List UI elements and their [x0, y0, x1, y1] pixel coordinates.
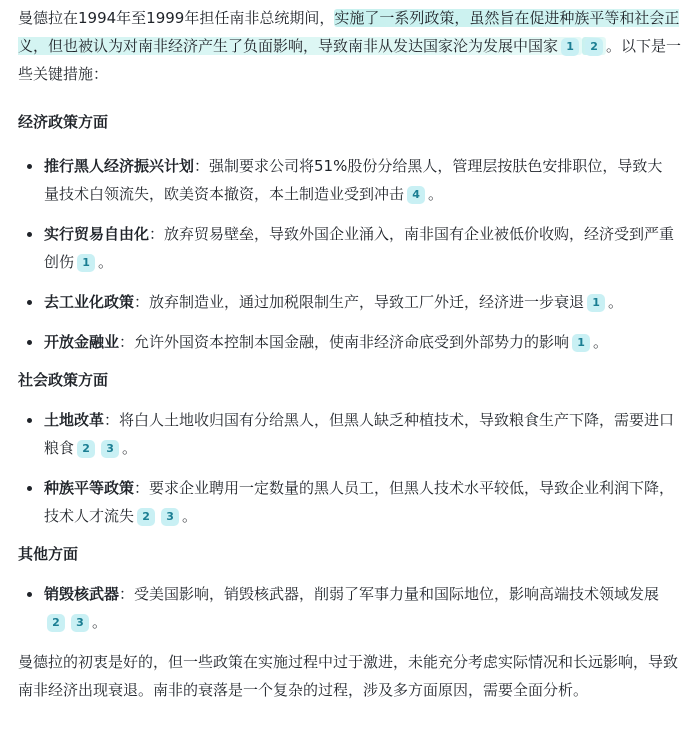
- citation-badge[interactable]: 1: [572, 334, 590, 352]
- item-term: 土地改革: [44, 411, 105, 429]
- citation-badge[interactable]: 2: [77, 440, 95, 458]
- citation-badge[interactable]: 2: [137, 508, 155, 526]
- item-end: 。: [428, 185, 444, 203]
- citation-badge[interactable]: 3: [161, 508, 179, 526]
- list-item: [18, 288, 682, 316]
- citation-badge[interactable]: 4: [407, 186, 425, 204]
- list-item: [18, 580, 682, 636]
- citation-badge[interactable]: 3: [101, 440, 119, 458]
- list-item: [18, 328, 682, 356]
- item-text: ：受美国影响，销毁核武器，削弱了军事力量和国际地位，影响高端技术领域发展: [119, 585, 660, 603]
- item-term: 开放金融业: [44, 333, 120, 351]
- section-title-other: 其他方面: [18, 545, 79, 563]
- list-social: [18, 406, 682, 530]
- item-end: 。: [608, 293, 624, 311]
- item-term: 去工业化政策: [44, 293, 135, 311]
- list-item: [18, 220, 682, 276]
- item-end: 。: [98, 253, 114, 271]
- item-term: 推行黑人经济振兴计划: [44, 157, 195, 175]
- citation-badge[interactable]: 2: [47, 614, 65, 632]
- intro-highlight-body: 实施了一系列政策，虽然旨在促进种族平等和社会正义，但也被认为对南非经济产生了负面影响，导致南非从发达国家沦为发展中国家: [18, 9, 680, 55]
- intro-highlighted-cite: [582, 37, 606, 55]
- item-text: ：强制要求公司将51%股份分给黑人，管理层按肤色安排职位，导致大量技术白领流失，欧美资本撤资，本土制造业受到冲击: [44, 157, 663, 203]
- item-end: 。: [593, 333, 609, 351]
- outro-paragraph: 曼德拉的初衷是好的，但一些政策在实施过程中过于激进，未能充分考虑实际情况和长远影响，导致南非经济出现衰退。南非的衰落是一个复杂的过程，涉及多方面原因，需要全面分析。: [18, 653, 679, 699]
- item-text: ：要求企业聘用一定数量的黑人员工，但黑人技术水平较低，导致企业利润下降，技术人才流失: [44, 479, 675, 525]
- section-title-social: 社会政策方面: [18, 371, 109, 389]
- citation-badge[interactable]: 3: [71, 614, 89, 632]
- item-text: ：允许外国资本控制本国金融，使南非经济命底受到外部势力的影响: [119, 333, 570, 351]
- item-text: ：放弃贸易壁垒，导致外国企业涌入，南非国有企业被低价收购，经济受到严重创伤: [44, 225, 675, 271]
- intro-text-tail: 。以下是一些关键措施：: [18, 37, 682, 83]
- item-term: 实行贸易自由化: [44, 225, 150, 243]
- list-item: [18, 152, 682, 208]
- intro-text-lead: 曼德拉在1994年至1999年担任南非总统期间，: [18, 9, 335, 27]
- list-economic: [18, 152, 682, 356]
- item-text: ：放弃制造业，通过加税限制生产，导致工厂外迁，经济进一步衰退: [134, 293, 585, 311]
- section-title-economic: 经济政策方面: [18, 113, 109, 131]
- list-other: [18, 580, 682, 636]
- item-term: 种族平等政策: [44, 479, 135, 497]
- intro-paragraph: [18, 4, 682, 88]
- list-item: [18, 406, 682, 462]
- citation-badge[interactable]: 1: [77, 254, 95, 272]
- item-text: ：将白人土地收归国有分给黑人，但黑人缺乏种植技术，导致粮食生产下降，需要进口粮食: [44, 411, 675, 457]
- citation-badge[interactable]: 1: [561, 38, 579, 56]
- item-end: 。: [182, 507, 198, 525]
- citation-badge[interactable]: 2: [585, 38, 603, 56]
- item-end: 。: [122, 439, 138, 457]
- item-term: 销毁核武器: [44, 585, 120, 603]
- list-item: [18, 474, 682, 530]
- item-end: 。: [92, 613, 108, 631]
- citation-badge[interactable]: 1: [587, 294, 605, 312]
